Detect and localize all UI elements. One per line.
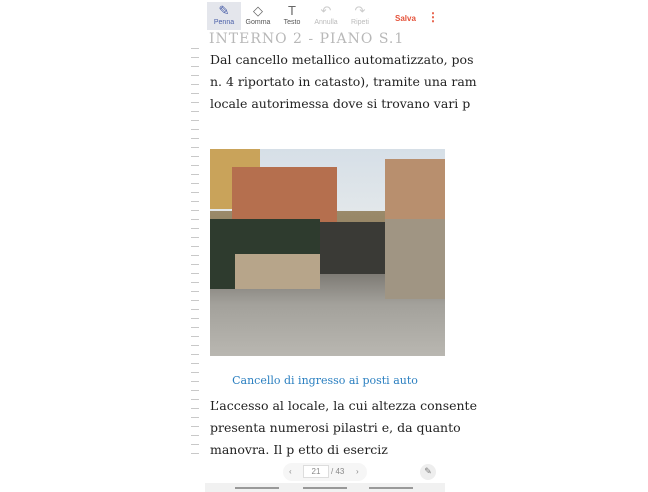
text-icon: T xyxy=(288,3,296,18)
page-total: / 43 xyxy=(331,467,345,476)
image-caption: Cancello di ingresso ai posti auto xyxy=(232,374,418,387)
text-line: presenta numerosi pilastri e, da quanto xyxy=(210,420,461,435)
text-line: L’accesso al locale, la cui altezza consente xyxy=(210,398,477,413)
redo-icon: ↷ xyxy=(354,3,366,18)
undo-icon: ↶ xyxy=(320,3,332,18)
tool-undo[interactable]: ↶ Annulla xyxy=(309,2,343,30)
gate-photo xyxy=(210,149,445,356)
page-input[interactable]: 21 xyxy=(303,465,329,478)
tool-eraser[interactable]: ◇ Gomma xyxy=(241,2,275,30)
tool-redo[interactable]: ↷ Ripeti xyxy=(343,2,377,30)
nav-handle[interactable] xyxy=(369,487,413,489)
system-nav-bar xyxy=(205,483,445,492)
scroll-ruler[interactable] xyxy=(191,40,199,460)
next-page-icon[interactable]: › xyxy=(356,467,359,476)
ghost-heading: INTERNO 2 - PIANO S.1 xyxy=(209,31,405,47)
text-line: n. 4 riportato in catasto), tramite una ram xyxy=(210,74,477,89)
more-options-icon[interactable]: ⋮ xyxy=(427,10,439,24)
text-line: manovra. Il p etto di eserciz xyxy=(210,442,388,457)
page-navigator xyxy=(283,463,367,481)
text-line: Dal cancello metallico automatizzato, pos xyxy=(210,52,474,67)
pen-icon: ✎ xyxy=(218,3,230,18)
prev-page-icon[interactable]: ‹ xyxy=(289,467,292,476)
eraser-icon: ◇ xyxy=(253,3,263,18)
text-line: locale autorimessa dove si trovano vari p xyxy=(210,96,471,111)
save-button[interactable]: Salva xyxy=(395,14,416,23)
annotation-toolbar xyxy=(205,2,445,30)
edit-icon[interactable]: ✎ xyxy=(420,464,436,480)
nav-handle[interactable] xyxy=(303,487,347,489)
tool-pen[interactable]: ✎ Penna xyxy=(207,2,241,30)
nav-handle[interactable] xyxy=(235,487,279,489)
tool-text[interactable]: T Testo xyxy=(275,2,309,30)
pdf-viewer xyxy=(205,0,477,492)
